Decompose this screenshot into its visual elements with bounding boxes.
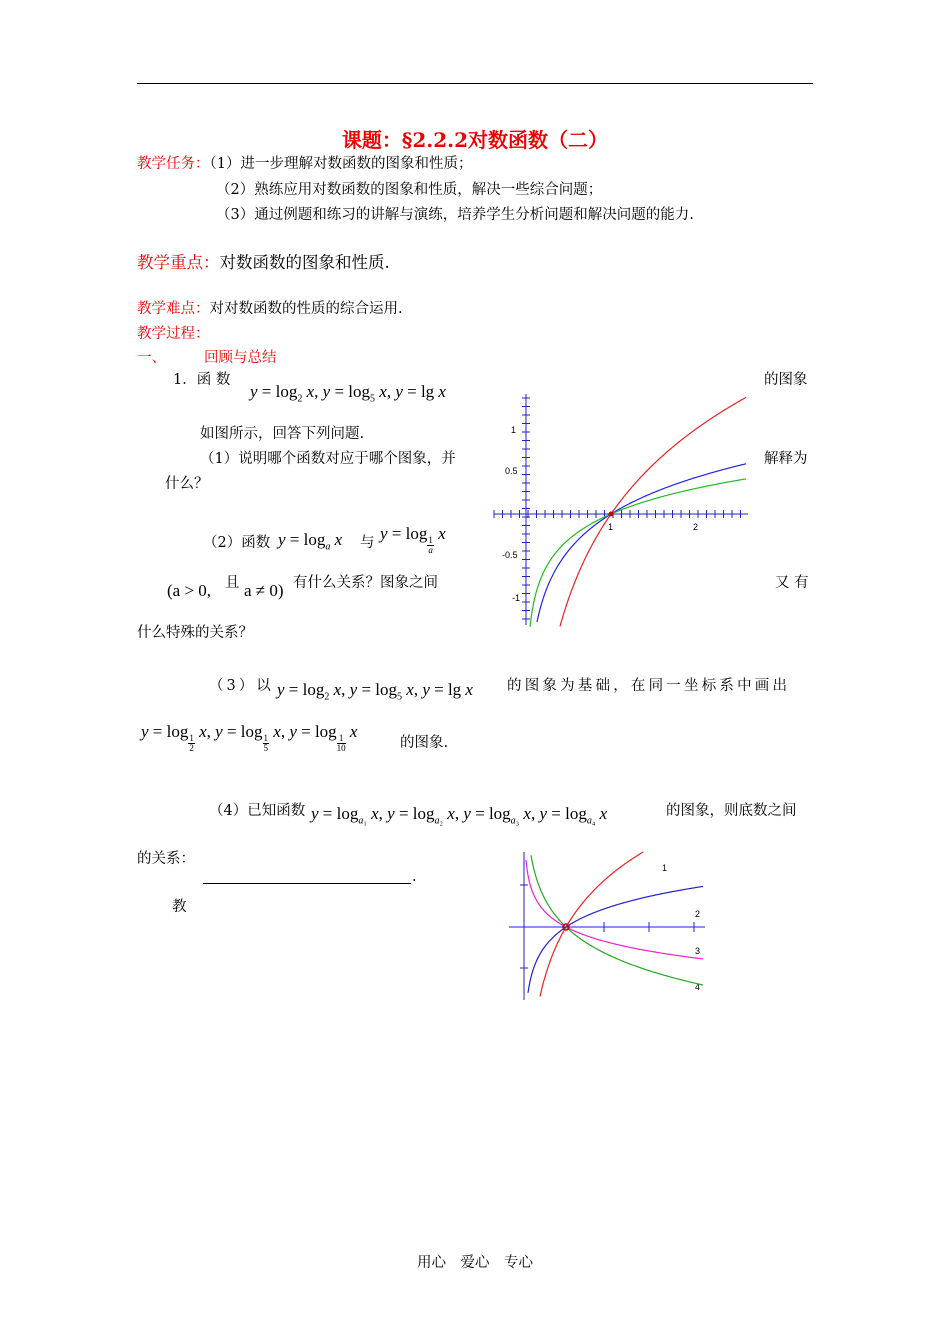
curve-label: 3 [695, 946, 701, 956]
q1-sub1-b: 解释为 [764, 451, 808, 467]
footer: 用心 爱心 专心 [417, 1255, 533, 1271]
q1-line2: 如图所示，回答下列问题. [200, 426, 365, 442]
difficulty-text: 对对数函数的性质的综合运用. [209, 301, 403, 317]
q1-sub2-c: 有什么关系？图象之间 [293, 575, 438, 591]
curve-label: 2 [695, 909, 701, 919]
curve-3 [526, 860, 703, 959]
q3-a: （3）以 [209, 678, 274, 694]
curve-1 [540, 852, 643, 997]
page-title: 课题：§2.2.2对数函数（二） [341, 128, 609, 152]
tasks-label: 教学任务： [137, 156, 210, 172]
q1-sub2-cond-a: (a > 0, [167, 581, 212, 600]
curve-label: 1 [662, 863, 668, 873]
y-tick-label: 0.5 [505, 466, 518, 476]
header-rule [137, 83, 813, 84]
section-title: 回顾与总结 [204, 350, 277, 366]
curve-2 [528, 886, 703, 992]
q4-d: . [412, 869, 417, 885]
formula-loga: $y = \log_a x$ [278, 530, 343, 553]
q4-b: 的图象，则底数之间 [666, 803, 797, 819]
q1-sub2-b: 与 [360, 535, 375, 551]
task-item: （3）通过例题和练习的讲解与演练，培养学生分析问题和解决问题的能力. [216, 207, 694, 223]
difficulty-label: 教学难点： [137, 301, 210, 317]
q1-sub1-c: 什么？ [165, 476, 209, 492]
key-point-label: 教学重点： [137, 253, 220, 272]
formula-q3-inverse: y = log $\frac{1}{2}$ x, y = log $\frac{1}{5}$ x, y = log $\frac{1}{10}$ x [141, 722, 358, 753]
formula-log-inv-a: y = log $\frac{1}{a}$ x [380, 524, 446, 555]
formula-q3: $y = \log_2 x$, $y = \log_5 x$, y = lg x [277, 680, 473, 703]
q1-sub1-a: （1）说明哪个函数对应于哪个图象，并 [200, 451, 456, 467]
q1-sub2-d: 又 有 [775, 575, 809, 591]
formula-q4: $y = \log_{a_1} x$, $y = \log_{a_2} x$, $y = \log_{a_3} x$, $y = \log_{a_4} x$ [311, 804, 608, 827]
x-tick-label: 1 [608, 522, 614, 532]
key-point-text: 对数函数的图象和性质. [219, 253, 390, 272]
log-graph-1 [490, 392, 750, 627]
q1-sub2-a: （2）函数 [203, 535, 271, 551]
intersection-point [609, 512, 614, 517]
q3-c: 的图象. [400, 735, 449, 751]
q1-sub2-cond-c: a ≠ 0) [244, 581, 284, 600]
x-tick-label: 2 [693, 522, 699, 532]
y-tick-label: -1 [512, 593, 521, 603]
q4-jiao: 教 [172, 899, 187, 915]
curve-4 [531, 855, 703, 985]
task-item: （1）进一步理解对数函数的图象和性质； [209, 156, 473, 172]
q1-intro: 1．函 数 [173, 372, 231, 388]
task-item: （2）熟练应用对数函数的图象和性质，解决一些综合问题； [216, 182, 603, 198]
process-label: 教学过程： [137, 326, 210, 342]
q3-b: 的图象为基础，在同一坐标系中画出 [507, 678, 791, 694]
q1-sub2-e: 什么特殊的关系？ [137, 625, 253, 641]
q4-a: （4）已知函数 [209, 803, 306, 819]
formula-q1: $y = \log_2 x$, $y = \log_5 x$, y = lg x [250, 382, 446, 405]
curve-label: 4 [695, 982, 701, 992]
log-graph-2 [505, 850, 715, 1002]
answer-blank [203, 883, 411, 884]
tasks-line-1 [137, 152, 472, 173]
q1-suffix: 的图象 [764, 372, 808, 388]
difficulty [137, 297, 403, 318]
curve-lg [530, 479, 746, 627]
section-number: 一、 [137, 350, 166, 366]
key-point [137, 249, 390, 273]
q1-sub2-cond-b: 且 [225, 575, 240, 591]
q4-c: 的关系： [137, 851, 195, 867]
y-tick-label: -0.5 [502, 550, 518, 560]
y-tick-label: 1 [511, 425, 517, 435]
